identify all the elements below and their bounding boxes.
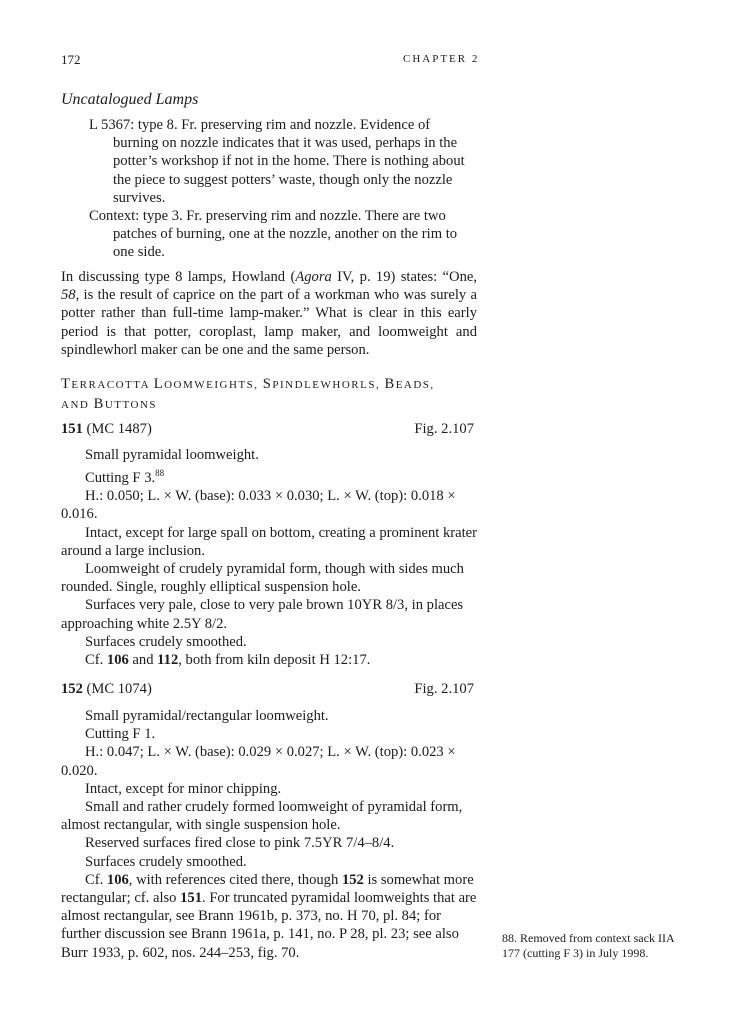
entry-condition: Intact, except for large spall on bottom, creating a prominent krater around a large inclusion. bbox=[61, 524, 477, 559]
section-heading-line1 bbox=[61, 375, 481, 395]
inventory-number: (MC 1487) bbox=[82, 421, 152, 437]
entry-form: Small and rather crudely formed loomweight of pyramidal form, almost rectangular, with single suspension hole. bbox=[61, 799, 463, 834]
entry-cutting bbox=[61, 464, 477, 487]
heading-word: ERRACOTTA bbox=[71, 379, 154, 391]
cf-text: Cf. bbox=[85, 652, 107, 669]
page-number: 172 bbox=[61, 52, 81, 67]
heading-cap: L bbox=[153, 376, 165, 392]
lamp-entry-l5367: L 5367: type 8. Fr. preserving rim and nozzle. Evidence of burning on nozzle indicates that it was used, perhaps in the potter’s workshop if not in the home. There is nothing about the piece to suggest potters’ waste, though only the nozzle survives. bbox=[89, 117, 465, 206]
catalogue-entry-header bbox=[61, 681, 477, 698]
entry-description: Small pyramidal/rectangular loomweight. bbox=[85, 708, 329, 724]
entry-condition: Intact, except for minor chipping. bbox=[85, 780, 282, 797]
discussion-text-c: , is the result of caprice on the part of a workman who was surely a potter rather than full-time lamp-maker.” What is clear in this early period is that potter, coroplast, lamp maker, and loomweight and spindlewhorl maker can be one and the same person. bbox=[61, 287, 477, 358]
inventory-number: (MC 1074) bbox=[82, 681, 152, 697]
catalogue-entry-body bbox=[61, 446, 477, 669]
entry-dimensions: H.: 0.047; L. × W. (base): 0.029 × 0.027; L. × W. (top): 0.023 × 0.020. bbox=[61, 744, 456, 779]
lamp-entry-context: Context: type 3. Fr. preserving rim and nozzle. There are two patches of burning, one at the nozzle, another on the rim to one side. bbox=[89, 208, 458, 261]
figure-reference: Fig. 2.107 bbox=[414, 681, 474, 697]
subsection-title: Uncatalogued Lamps bbox=[61, 91, 199, 108]
cf-text: and bbox=[128, 652, 158, 669]
cf-number: 152 bbox=[341, 871, 364, 888]
entry-surfaces: Reserved surfaces fired close to pink 7.5YR 7/4–8/4. bbox=[85, 835, 395, 852]
cf-number: 106 bbox=[106, 652, 129, 669]
entry-cutting: Cutting F 1. bbox=[85, 726, 156, 743]
entry-form: Loomweight of crudely pyramidal form, though with sides much rounded. Single, roughly elliptical suspension hole. bbox=[61, 561, 464, 596]
footnote bbox=[502, 931, 712, 961]
heading-word: AND bbox=[61, 399, 94, 411]
cf-number: 112 bbox=[157, 652, 179, 669]
section-heading-line2 bbox=[61, 395, 481, 415]
catalogue-number: 152 bbox=[61, 681, 83, 697]
figure-reference: Fig. 2.107 bbox=[414, 421, 474, 437]
entry-finish: Surfaces crudely smoothed. bbox=[85, 633, 247, 650]
uncatalogued-lamps-list bbox=[89, 116, 479, 262]
entry-comparanda bbox=[61, 871, 477, 962]
heading-cap: B bbox=[93, 396, 105, 412]
cf-text: , with references cited there, though bbox=[128, 871, 342, 888]
heading-word: OOMWEIGHTS, bbox=[164, 379, 263, 391]
discussion-text-b: IV, p. 19) states: “One, bbox=[331, 269, 477, 285]
cf-text: Cf. bbox=[85, 871, 107, 888]
discussion-text-a: In discussing type 8 lamps, Howland ( bbox=[61, 269, 296, 285]
catalogue-number: 151 bbox=[61, 421, 83, 437]
cf-text: , both from kiln deposit H 12:17. bbox=[178, 652, 371, 669]
cutting-text: Cutting F 3. bbox=[85, 470, 156, 487]
catalogue-entry-body bbox=[61, 707, 477, 962]
heading-cap: S bbox=[262, 376, 273, 392]
catalogue-entry-header bbox=[61, 421, 477, 438]
entry-description: Small pyramidal loomweight. bbox=[85, 447, 259, 463]
footnote-ref: 88 bbox=[155, 468, 165, 479]
entry-dimensions: H.: 0.050; L. × W. (base): 0.033 × 0.030; L. × W. (top): 0.018 × 0.016. bbox=[61, 488, 456, 523]
lamp-ref-58: 58 bbox=[61, 287, 76, 304]
heading-word: PINDLEWHORLS, bbox=[272, 379, 385, 391]
entry-surfaces: Surfaces very pale, close to very pale brown 10YR 8/3, in places approaching white 2.5Y 8/2. bbox=[61, 597, 464, 632]
cf-text: is somewhat more rectangular; cf. also bbox=[61, 871, 474, 907]
running-head: CHAPTER 2 bbox=[403, 53, 480, 65]
footnote-line: 177 (cutting F 3) in July 1998. bbox=[502, 946, 649, 960]
entry-finish: Surfaces crudely smoothed. bbox=[85, 853, 247, 870]
heading-cap: T bbox=[61, 376, 72, 392]
discussion-paragraph bbox=[61, 268, 477, 359]
heading-word: UTTONS bbox=[104, 399, 158, 411]
heading-word: EADS, bbox=[395, 379, 435, 391]
agora-ref: Agora bbox=[295, 269, 332, 285]
entry-comparanda bbox=[61, 651, 477, 669]
cf-number: 106 bbox=[106, 871, 129, 888]
footnote-line: 88. Removed from context sack IIA bbox=[502, 931, 675, 945]
cf-number: 151 bbox=[180, 890, 203, 907]
section-heading bbox=[61, 375, 481, 415]
heading-cap: B bbox=[384, 376, 396, 392]
cf-text: . For truncated pyramidal loomweights that are almost rectangular, see Brann 1961b, p. 373, no. H 70, pl. 84; for further discussion see Brann 1961a, p. 141, no. P 28, pl. 23; see also Burr 1933, p. 602, nos. 244–253, fig. 70. bbox=[61, 890, 477, 961]
